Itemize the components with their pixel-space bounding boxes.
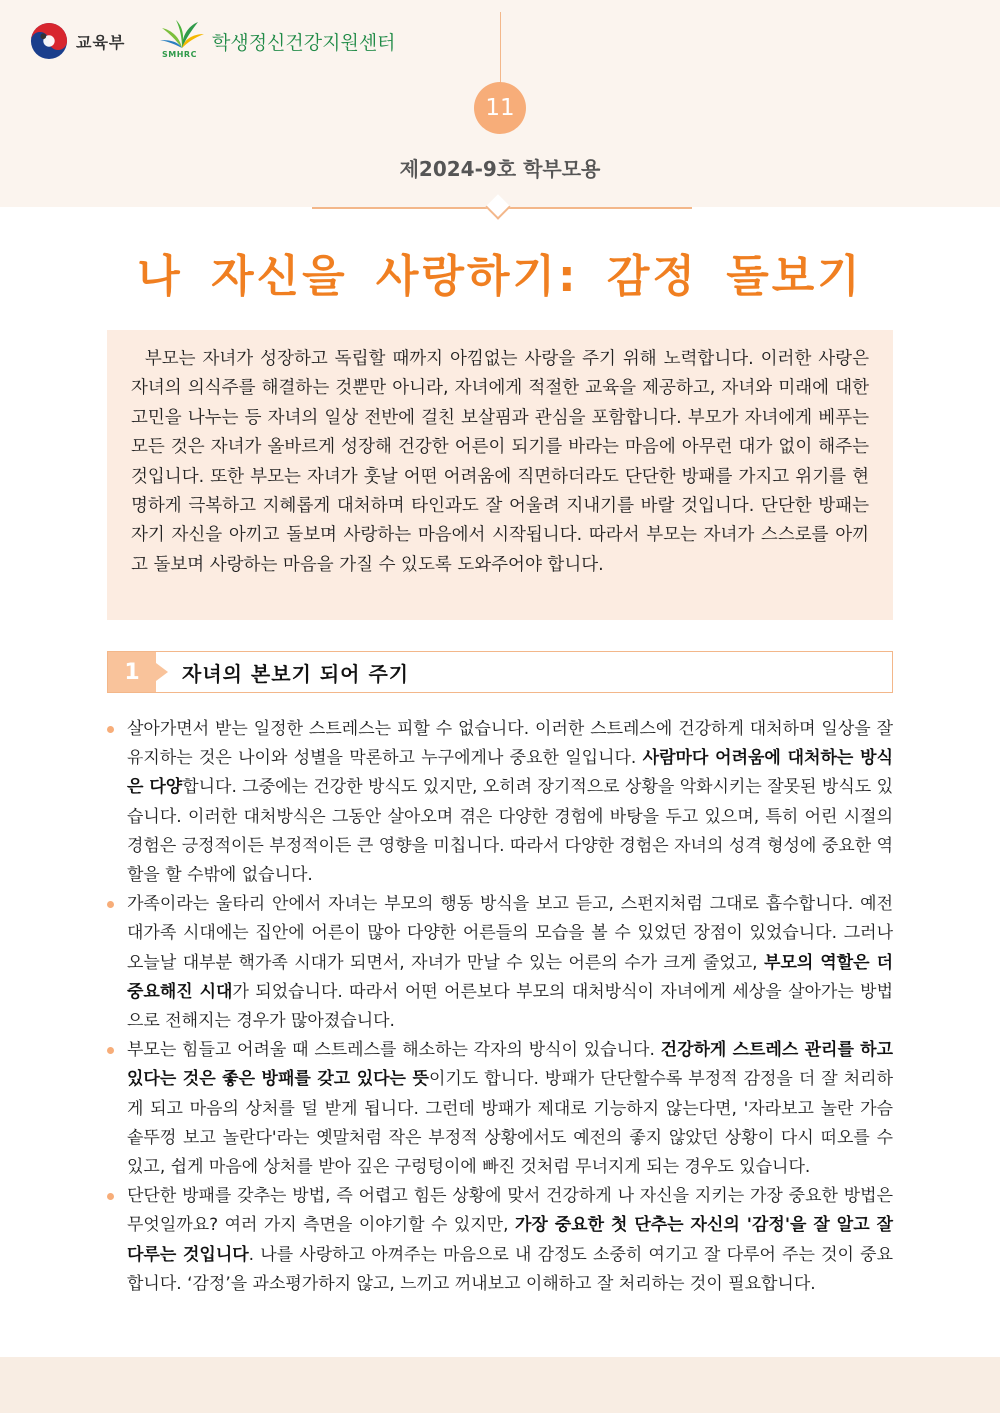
leaf-icon — [158, 20, 206, 50]
section-arrow-icon — [156, 663, 168, 681]
bullet-dot-icon — [107, 1193, 114, 1200]
bullet-emphasis: 사람마다 어려움에 대처하는 방식은 다양 — [127, 748, 893, 798]
issue-title: 제2024-9호 학부모용 — [399, 157, 601, 181]
list-item — [107, 1036, 893, 1182]
bullet-text: 가족이라는 울타리 안에서 자녀는 부모의 행동 방식을 보고 듣고, 스펀지처럼 그대로 흡수합니다. 예전 대가족 시대에는 집안에 어른이 많아 다양한 어른들의 모습을 볼 수 있었던 장점이 있었습니다. 그러나 오늘날 대부분 핵가족 시대가 되면서, 자녀가 만날 수 있는 어른의 수가 크게 줄었고, — [127, 894, 893, 973]
smhrc-mark — [158, 20, 206, 62]
bullet-text: 부모는 힘들고 어려울 때 스트레스를 해소하는 각자의 방식이 있습니다. — [127, 1040, 661, 1061]
bullet-text: 가 되었습니다. 따라서 어떤 어른보다 부모의 대처방식이 자녀에게 세상을 살아가는 방법으로 전해지는 경우가 많아졌습니다. — [127, 981, 894, 1032]
bullet-emphasis: 건강하게 스트레스 관리를 하고 있다는 것은 좋은 방패를 갖고 있다는 뜻 — [127, 1040, 893, 1090]
section-heading — [107, 651, 893, 693]
bullet-text: 살아가면서 받는 일정한 스트레스는 피할 수 없습니다. 이러한 스트레스에 건강하게 대처하며 일상을 잘 유지하는 것은 나이와 성별을 막론하고 누구에게나 중요한 일입니다. — [127, 719, 893, 769]
list-item — [107, 1182, 893, 1299]
bullet-list — [107, 715, 893, 1299]
bullet-dot-icon — [107, 726, 114, 733]
page-title: 나 자신을 사랑하기: 감정 돌보기 — [137, 251, 863, 302]
smhrc-logo — [158, 20, 396, 62]
intro-paragraph — [131, 345, 869, 580]
smhrc-name: 학생정신건강지원센터 — [212, 32, 396, 54]
bullet-emphasis: 부모의 역할은 더 중요해진 시대 — [127, 952, 894, 1002]
bullet-text: 이기도 합니다. 방패가 단단할수록 부정적 감정을 더 잘 처리하게 되고 마음의 상처를 덜 받게 됩니다. 그런데 방패가 제대로 기능하지 않는다면, '자라보고 놀란 가슴 솥뚜껑 보고 놀란다'라는 옛말처럼 작은 부정적 상황에서도 예전의 좋지 않았던 상황이 다시 떠오를 수 있고, 쉽게 마음에 상처를 받아 깊은 구렁텅이에 빠진 것처럼 무너지게 되는 경우도 있습니다. — [127, 1069, 894, 1178]
bullet-emphasis: 가장 중요한 첫 단추는 자신의 '감정'을 잘 알고 잘 다루는 것입니다 — [127, 1215, 893, 1265]
taegeuk-icon — [30, 22, 68, 60]
section-title: 자녀의 본보기 되어 주기 — [182, 662, 410, 686]
bullet-dot-icon — [107, 1047, 114, 1054]
moe-label: 교육부 — [76, 32, 126, 52]
issue-number-badge: 11 — [474, 82, 526, 134]
section-number: 1 — [108, 652, 156, 692]
bullet-text: 합니다. 그중에는 건강한 방식도 있지만, 오히려 장기적으로 상황을 악화시키는 잘못된 방식도 있습니다. 이러한 대처방식은 그동안 살아오며 겪은 다양한 경험에 바탕을 두고 있으며, 특히 어린 시절의 경험은 긍정적이든 부정적이든 큰 영향을 미칩니다. 따라서 다양한 경험은 자녀의 성격 형성에 중요한 역할을 할 수밖에 없습니다. — [127, 777, 893, 886]
header-divider-line — [500, 12, 501, 84]
bullet-text: . 나를 사랑하고 아껴주는 마음으로 내 감정도 소중히 여기고 잘 다루어 주는 것이 중요합니다. ‘감정’을 과소평가하지 않고, 느끼고 꺼내보고 이해하고 잘 처리하는 것이 필요합니다. — [127, 1244, 893, 1294]
footer-band — [0, 1357, 1000, 1413]
bullet-text: 단단한 방패를 갖추는 방법, 즉 어렵고 힘든 상황에 맞서 건강하게 나 자신을 지키는 가장 중요한 방법은 무엇일까요? 여러 가지 측면을 이야기할 수 있지만, — [127, 1186, 893, 1236]
smhrc-abbr: SMHRC — [162, 50, 197, 59]
list-item — [107, 890, 893, 1036]
moe-logo — [30, 22, 125, 60]
intro-text: 부모는 자녀가 성장하고 독립할 때까지 아낌없는 사랑을 주기 위해 노력합니다. 이러한 사랑은 자녀의 의식주를 해결하는 것뿐만 아니라, 자녀에게 적절한 교육을 제공하고, 자녀와 미래에 대한 고민을 나누는 등 자녀의 일상 전반에 걸친 보살핌과 관심을 포함합니다. 부모가 자녀에게 베푸는 모든 것은 자녀가 올바르게 성장해 건강한 어른이 되기를 바라는 마음에 아무런 대가 없이 해주는 것입니다. 또한 부모는 자녀가 훗날 어떤 어려움에 직면하더라도 단단한 방패를 가지고 위기를 현명하게 극복하고 지혜롭게 대처하며 타인과도 잘 어울려 지내기를 바랄 것입니다. 단단한 방패는 자기 자신을 아끼고 돌보며 사랑하는 마음에서 시작됩니다. 따라서 부모는 자녀가 스스로를 아끼고 돌보며 사랑하는 마음을 가질 수 있도록 도와주어야 합니다. — [131, 349, 869, 575]
bullet-dot-icon — [107, 901, 114, 908]
list-item — [107, 715, 893, 890]
